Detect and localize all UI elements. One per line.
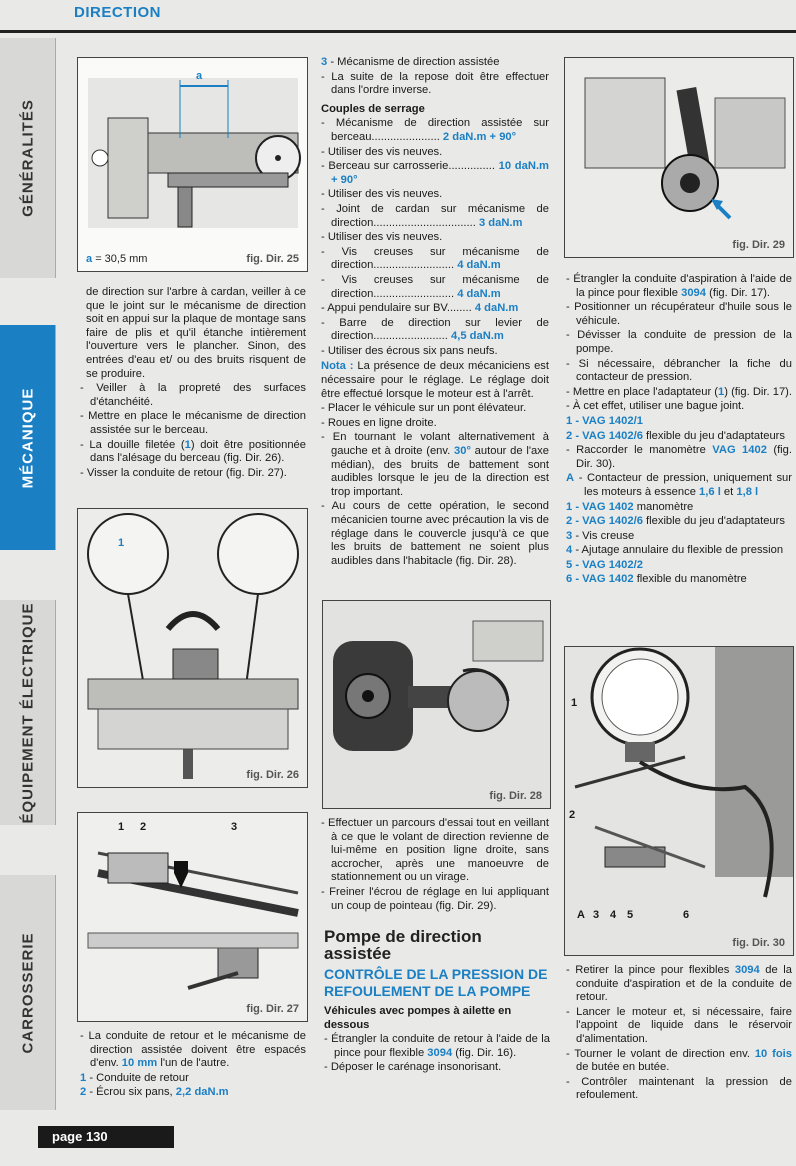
bullet: - Étrangler la conduite d'aspiration à l'aide de la pince pour flexible 3094 (fig. Dir. 17). <box>566 273 792 299</box>
figure-dir-28 <box>322 600 551 809</box>
bullet: - Positionner un récupérateur d'huile sous le véhicule. <box>566 301 792 327</box>
bullet: - En tournant le volant alternativement à gauche et à droite (env. 30° autour de l'axe médian), des bruits de battement sont audibles lorsque le jeu de la direction est trop important. <box>321 431 549 498</box>
subheading: Véhicules avec pompes à ailette en dessous <box>324 1005 512 1031</box>
bullet: - Déposer le carénage insonorisant. <box>324 1061 502 1074</box>
legend-item: 2 - VAG 1402/6 flexible du jeu d'adaptateurs <box>566 429 785 442</box>
callout-2: 2 <box>569 809 576 821</box>
callout-6: 6 <box>683 909 690 921</box>
figure-dir-30 <box>564 646 794 956</box>
column-2-top <box>321 56 549 569</box>
figure-dir-26 <box>77 508 308 788</box>
caliper-illustration <box>78 58 307 271</box>
column-2-middle <box>321 817 549 914</box>
bullet: - Étrangler la conduite de retour à l'aide de la pince pour flexible 3094 (fig. Dir. 16). <box>324 1033 550 1059</box>
bullet: - Au cours de cette opération, le second mécanicien tourne avec précaution la vis de réglage dans le couvercle jusqu'à ce que les bruits de battement ne soient plus audibles dans l'habitacle (fig. Dir. 28). <box>321 500 549 567</box>
punch-illustration <box>565 58 793 257</box>
legend-item: 2 - Écrou six pans, 2,2 daN.m <box>80 1086 229 1099</box>
callout-1: 1 <box>118 537 125 549</box>
subsection-heading: CONTRÔLE DE LA PRESSION DE REFOULEMENT DE LA POMPE <box>324 966 548 999</box>
torque-item: - Berceau sur carrosserie............... 10 daN.m + 90° <box>321 160 549 186</box>
bullet: - À cet effet, utiliser une bague joint. <box>566 400 745 413</box>
header-rule <box>0 30 796 33</box>
legend-item: 4 - Ajutage annulaire du flexible de pression <box>566 544 784 557</box>
tab-carrosserie[interactable] <box>0 875 56 1110</box>
tab-mecanique[interactable] <box>0 325 56 550</box>
bullet: - Freiner l'écrou de réglage en lui appliquant un coup de pointeau (fig. Dir. 29). <box>321 885 549 912</box>
torque-item: - Appui pendulaire sur BV........ 4 daN.m <box>321 302 519 315</box>
callout-2: 2 <box>140 821 147 833</box>
figure-dir-29 <box>564 57 794 258</box>
bullet: - Placer le véhicule sur un pont élévateur. <box>321 402 527 415</box>
column-3-bottom <box>566 964 792 1104</box>
bullet: - Utiliser des vis neuves. <box>321 188 443 201</box>
bullet: - Mettre en place le mécanisme de direction assistée sur le berceau. <box>80 410 306 436</box>
tab-label: GÉNÉRALITÉS <box>19 99 36 217</box>
figure-note: a = 30,5 mm <box>86 253 148 265</box>
page-number: page 130 <box>52 1129 108 1144</box>
column-3-top <box>566 273 792 588</box>
column-1-bottom <box>80 1030 306 1101</box>
bullet: - Mettre en place l'adaptateur (1) (fig. Dir. 17). <box>566 385 793 398</box>
callout-3: 3 <box>231 821 238 833</box>
callout-4: 4 <box>610 909 617 921</box>
column-1-top <box>80 286 306 481</box>
bullet: - La suite de la repose doit être effectuer dans l'ordre inverse. <box>321 70 549 97</box>
paragraph: de direction sur l'arbre à cardan, veiller à ce que le joint sur le mécanisme de direction soit en appui sur la plaque de montage sans faire de plis et qu'il étanche intièrement l'ouverture vers le plancher. Sinon, des entrées d'eau et/ ou des bruits risquent de se produire. <box>86 286 306 380</box>
callout-1: 1 <box>571 697 578 709</box>
bullet: - Tourner le volant de direction env. 10 fois de butée en butée. <box>566 1047 792 1074</box>
bullet: - Utiliser des vis neuves. <box>321 145 443 158</box>
tab-equipement-electrique[interactable] <box>0 600 56 825</box>
subheading: Couples de serrage <box>321 102 425 115</box>
subframe-illustration <box>78 509 307 787</box>
callout-A: A <box>577 909 585 921</box>
legend-item: 3 - Mécanisme de direction assistée <box>321 56 500 68</box>
bullet: - Dévisser la conduite de pression de la pompe. <box>566 329 792 355</box>
legend-item: 3 - Vis creuse <box>566 529 635 542</box>
legend-item: 2 - VAG 1402/6 flexible du jeu d'adaptateurs <box>566 515 785 528</box>
torque-item: - Vis creuses sur mécanisme de direction.......................... 4 daN.m <box>321 245 549 272</box>
legend-item: 1 - VAG 1402/1 <box>566 414 643 427</box>
bullet: - Effectuer un parcours d'essai tout en veillant à ce que le volant de direction revienne de lui-même en position ligne droite, sans accrocher, après une manoeuvre de stationnement ou un virage. <box>321 817 549 884</box>
legend-item: A - Contacteur de pression, uniquement sur les moteurs à essence 1,6 l et 1,8 l <box>566 472 792 498</box>
torque-item: - Joint de cardan sur mécanisme de direction................................. 3 daN.m <box>321 202 549 229</box>
bullet: - Utiliser des écrous six pans neufs. <box>321 344 498 357</box>
section-title: DIRECTION <box>74 4 161 21</box>
bullet: - Raccorder le manomètre VAG 1402 (fig. Dir. 30). <box>566 444 792 470</box>
bullet: - Si nécessaire, débrancher la fiche du contacteur de pression. <box>566 357 792 384</box>
figure-caption: fig. Dir. 28 <box>489 790 542 802</box>
legend-item: 5 - VAG 1402/2 <box>566 558 643 571</box>
bullet: - La conduite de retour et le mécanisme de direction assistée doivent être espacés d'env. 10 mm l'un de l'autre. <box>80 1030 306 1070</box>
tab-label: MÉCANIQUE <box>19 387 36 488</box>
callout-3: 3 <box>593 909 600 921</box>
bullet: - La douille filetée (1) doit être positionnée dans l'alésage du berceau (fig. Dir. 26). <box>80 438 306 465</box>
tab-label: CARROSSERIE <box>19 931 36 1054</box>
section-heading: Pompe de direction assistée <box>324 927 482 963</box>
bullet: - Retirer la pince pour flexibles 3094 de la conduite d'aspiration et de la conduite de retour. <box>566 964 792 1004</box>
figure-caption: fig. Dir. 26 <box>246 769 299 781</box>
torque-item: - Vis creuses sur mécanisme de direction.......................... 4 daN.m <box>321 273 549 300</box>
figure-caption: fig. Dir. 27 <box>246 1003 299 1015</box>
column-2-bottom <box>324 928 550 1076</box>
bullet: - Utiliser des vis neuves. <box>321 231 443 244</box>
dimension-label: a <box>196 70 203 82</box>
bullet: - Roues en ligne droite. <box>321 416 437 429</box>
legend-item: 6 - VAG 1402 flexible du manomètre <box>566 573 747 586</box>
figure-dir-25 <box>77 57 308 272</box>
figure-caption: fig. Dir. 29 <box>732 239 785 251</box>
legend-item: 1 - VAG 1402 manomètre <box>566 500 694 513</box>
tab-label: ÉQUIPEMENT ÉLECTRIQUE <box>19 601 36 824</box>
return-line-illustration <box>78 813 307 1021</box>
nota: Nota : La présence de deux mécaniciens est nécessaire pour le réglage. Le réglage doit être effectué lorsque le moteur est à l'arrêt. <box>321 360 549 400</box>
bullet: - Visser la conduite de retour (fig. Dir. 27). <box>80 466 287 479</box>
figure-caption: fig. Dir. 30 <box>732 937 785 949</box>
tab-generalites[interactable] <box>0 38 56 278</box>
legend-item: 1 - Conduite de retour <box>80 1071 189 1084</box>
pressure-gauge-illustration <box>565 647 793 955</box>
torque-item: - Barre de direction sur levier de direction........................ 4,5 daN.m <box>321 316 549 343</box>
bullet: - Contrôler maintenant la pression de refoulement. <box>566 1075 792 1102</box>
torque-item: - Mécanisme de direction assistée sur berceau...................... 2 daN.m + 90° <box>321 117 549 143</box>
adjustment-screw-illustration <box>323 601 550 808</box>
bullet: - Veiller à la propreté des surfaces d'étanchéité. <box>80 382 306 408</box>
callout-1: 1 <box>118 821 125 833</box>
figure-dir-27 <box>77 812 308 1022</box>
figure-caption: fig. Dir. 25 <box>246 253 299 265</box>
bullet: - Lancer le moteur et, si nécessaire, faire l'appoint de liquide dans le réservoir d'alimentation. <box>566 1005 792 1045</box>
callout-5: 5 <box>627 909 634 921</box>
